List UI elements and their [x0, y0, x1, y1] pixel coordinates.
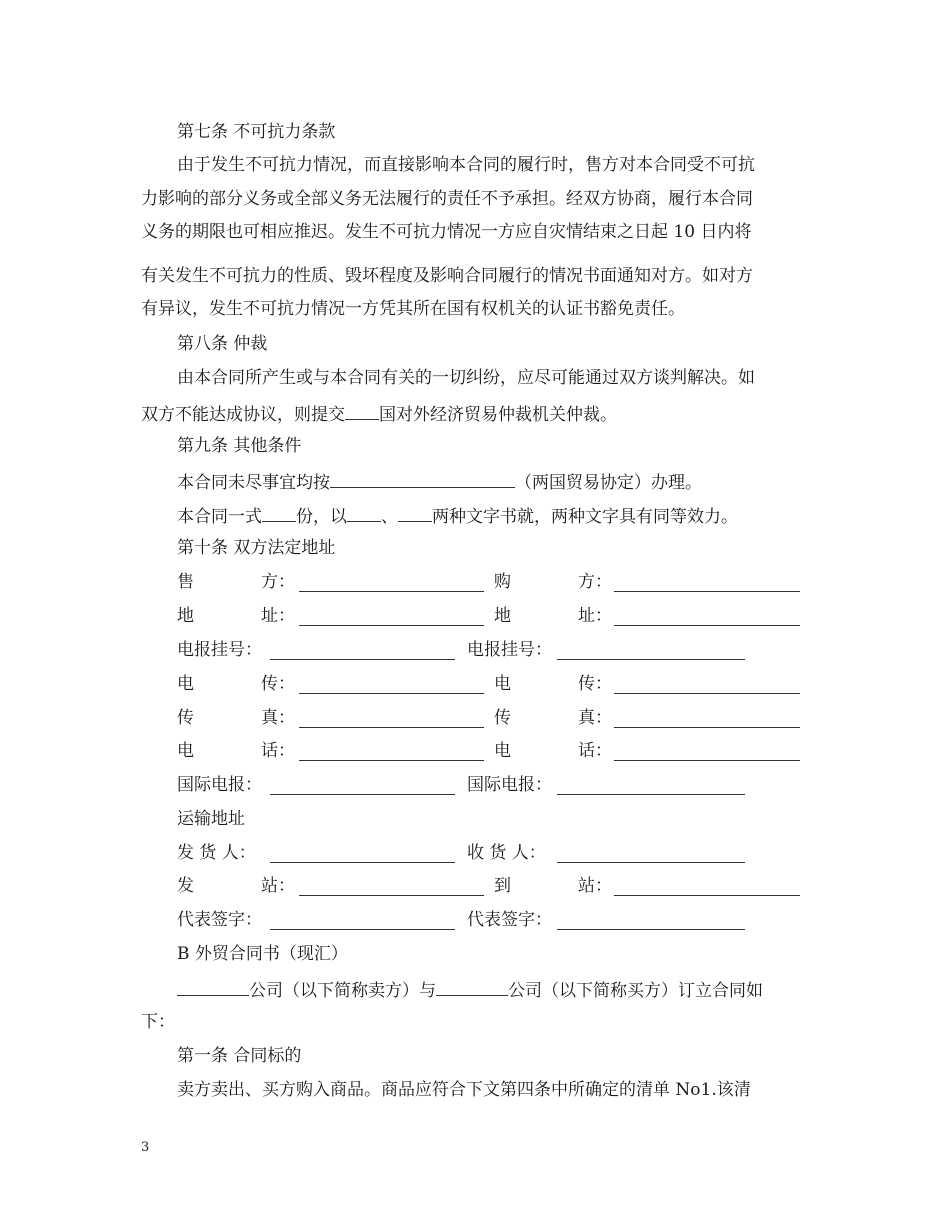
buyer-phone-field[interactable]	[614, 740, 800, 761]
article-8-title: 第八条 仲裁	[177, 334, 268, 354]
page-number: 3	[141, 1140, 150, 1155]
departure-label-2: 站：	[261, 876, 295, 896]
consignor-field[interactable]	[270, 842, 455, 863]
intl-telegram-row	[177, 774, 827, 796]
article-8-line-2a: 双方不能达成协议，则提交	[141, 405, 345, 425]
buyer-fax-field[interactable]	[614, 707, 800, 728]
phone-row	[177, 740, 827, 762]
buyer-address-label-2: 址：	[578, 606, 612, 626]
seller-telex-label-2: 传：	[261, 674, 295, 694]
party-row	[177, 571, 827, 593]
language-2-blank[interactable]	[398, 503, 432, 522]
arrival-station-field[interactable]	[614, 875, 800, 896]
language-1-blank[interactable]	[347, 503, 381, 522]
part-b-intro-a: 公司（以下简称卖方）与	[249, 981, 436, 1001]
seller-fax-field[interactable]	[299, 707, 484, 728]
article-9-line-1	[177, 469, 849, 494]
buyer-intl-telegram-field[interactable]	[557, 774, 745, 795]
buyer-telegraph-field[interactable]	[557, 639, 745, 660]
article-7-line-4: 有关发生不可抗力的性质、毁坏程度及影响合同履行的情况书面通知对方。如对方	[141, 266, 753, 286]
seller-signature-label: 代表签字：	[177, 910, 262, 930]
seller-address-field[interactable]	[299, 605, 484, 626]
seller-phone-field[interactable]	[299, 740, 484, 761]
article-9-l2b: 份，以	[296, 507, 347, 527]
buyer-telegraph-label: 电报挂号：	[467, 640, 552, 660]
seller-phone-label-1: 电	[177, 741, 194, 761]
buyer-company-blank[interactable]	[436, 977, 508, 996]
seller-label-1: 售	[177, 572, 194, 592]
seller-fax-label-2: 真：	[261, 708, 295, 728]
seller-telex-field[interactable]	[299, 673, 484, 694]
consignor-label: 发 货 人：	[177, 843, 256, 863]
seller-phone-label-2: 话：	[261, 741, 295, 761]
seller-intl-telegram-label: 国际电报：	[177, 775, 262, 795]
article-8-line-1: 由本合同所产生或与本合同有关的一切纠纷，应尽可能通过双方谈判解决。如	[177, 368, 755, 388]
article-7-line-3: 义务的期限也可相应推迟。发生不可抗力情况一方应自灾情结束之日起 10 日内将	[141, 222, 752, 242]
buyer-intl-telegram-label: 国际电报：	[467, 775, 552, 795]
seller-telex-label-1: 电	[177, 674, 194, 694]
article-8-line-2	[141, 401, 813, 426]
article-9-l2c: 、	[381, 507, 398, 527]
seller-fax-label-1: 传	[177, 708, 194, 728]
seller-intl-telegram-field[interactable]	[270, 774, 455, 795]
country-blank[interactable]	[345, 401, 379, 420]
article-8-line-2b: 国对外经济贸易仲裁机关仲裁。	[379, 405, 617, 425]
buyer-telex-label-1: 电	[494, 674, 511, 694]
article-7-title: 第七条 不可抗力条款	[177, 122, 336, 142]
article-7-line-5: 有异议，发生不可抗力情况一方凭其所在国有权机关的认证书豁免责任。	[141, 299, 685, 319]
signature-row	[177, 909, 827, 931]
arrival-label-2: 站：	[578, 876, 612, 896]
part-b-intro-c: 下：	[141, 1012, 175, 1032]
buyer-fax-label-2: 真：	[578, 708, 612, 728]
copies-blank[interactable]	[262, 503, 296, 522]
telex-row	[177, 673, 827, 695]
seller-telegraph-field[interactable]	[270, 639, 455, 660]
buyer-label-2: 方：	[578, 572, 612, 592]
consignee-field[interactable]	[557, 842, 745, 863]
article-9-l2d: 两种文字书就，两种文字具有同等效力。	[432, 507, 738, 527]
article-7-line-1: 由于发生不可抗力情况，而直接影响本合同的履行时，售方对本合同受不可抗	[177, 155, 755, 175]
article-9-title: 第九条 其他条件	[177, 436, 302, 456]
buyer-signature-label: 代表签字：	[467, 910, 552, 930]
buyer-address-field[interactable]	[614, 605, 800, 626]
buyer-signature-field[interactable]	[557, 909, 745, 930]
seller-address-label-1: 地	[177, 606, 194, 626]
seller-field[interactable]	[299, 571, 484, 592]
seller-telegraph-label: 电报挂号：	[177, 640, 262, 660]
seller-company-blank[interactable]	[177, 977, 249, 996]
telegraph-row	[177, 639, 827, 661]
address-row	[177, 605, 827, 627]
buyer-phone-label-2: 话：	[578, 741, 612, 761]
article-7-line-2: 力影响的部分义务或全部义务无法履行的责任不予承担。经双方协商，履行本合同	[141, 189, 753, 209]
agreement-blank[interactable]	[330, 469, 515, 488]
part-b-intro-b: 公司（以下简称买方）订立合同如	[508, 981, 763, 1001]
departure-station-field[interactable]	[299, 875, 484, 896]
part-b-article-1-line: 卖方卖出、买方购入商品。商品应符合下文第四条中所确定的清单 No1.该清	[177, 1080, 751, 1100]
buyer-telex-field[interactable]	[614, 673, 800, 694]
article-10-title: 第十条 双方法定地址	[177, 538, 336, 558]
buyer-phone-label-1: 电	[494, 741, 511, 761]
buyer-field[interactable]	[614, 571, 800, 592]
seller-address-label-2: 址：	[261, 606, 295, 626]
article-9-line-2	[177, 503, 849, 528]
arrival-label-1: 到	[494, 876, 511, 896]
buyer-label-1: 购	[494, 572, 511, 592]
buyer-address-label-1: 地	[494, 606, 511, 626]
article-9-l1b: （两国贸易协定）办理。	[515, 473, 702, 493]
buyer-fax-label-1: 传	[494, 708, 511, 728]
consignor-row	[177, 842, 827, 864]
consignee-label: 收 货 人：	[467, 843, 546, 863]
part-b-article-1-title: 第一条 合同标的	[177, 1046, 302, 1066]
transport-address-title: 运输地址	[177, 809, 245, 829]
part-b-intro	[177, 977, 849, 1002]
article-9-l2a: 本合同一式	[177, 507, 262, 527]
buyer-telex-label-2: 传：	[578, 674, 612, 694]
departure-label-1: 发	[177, 876, 194, 896]
seller-signature-field[interactable]	[270, 909, 455, 930]
part-b-heading: B 外贸合同书（现汇）	[177, 944, 348, 964]
fax-row	[177, 707, 827, 729]
station-row	[177, 875, 827, 897]
seller-label-2: 方：	[261, 572, 295, 592]
article-9-l1a: 本合同未尽事宜均按	[177, 473, 330, 493]
